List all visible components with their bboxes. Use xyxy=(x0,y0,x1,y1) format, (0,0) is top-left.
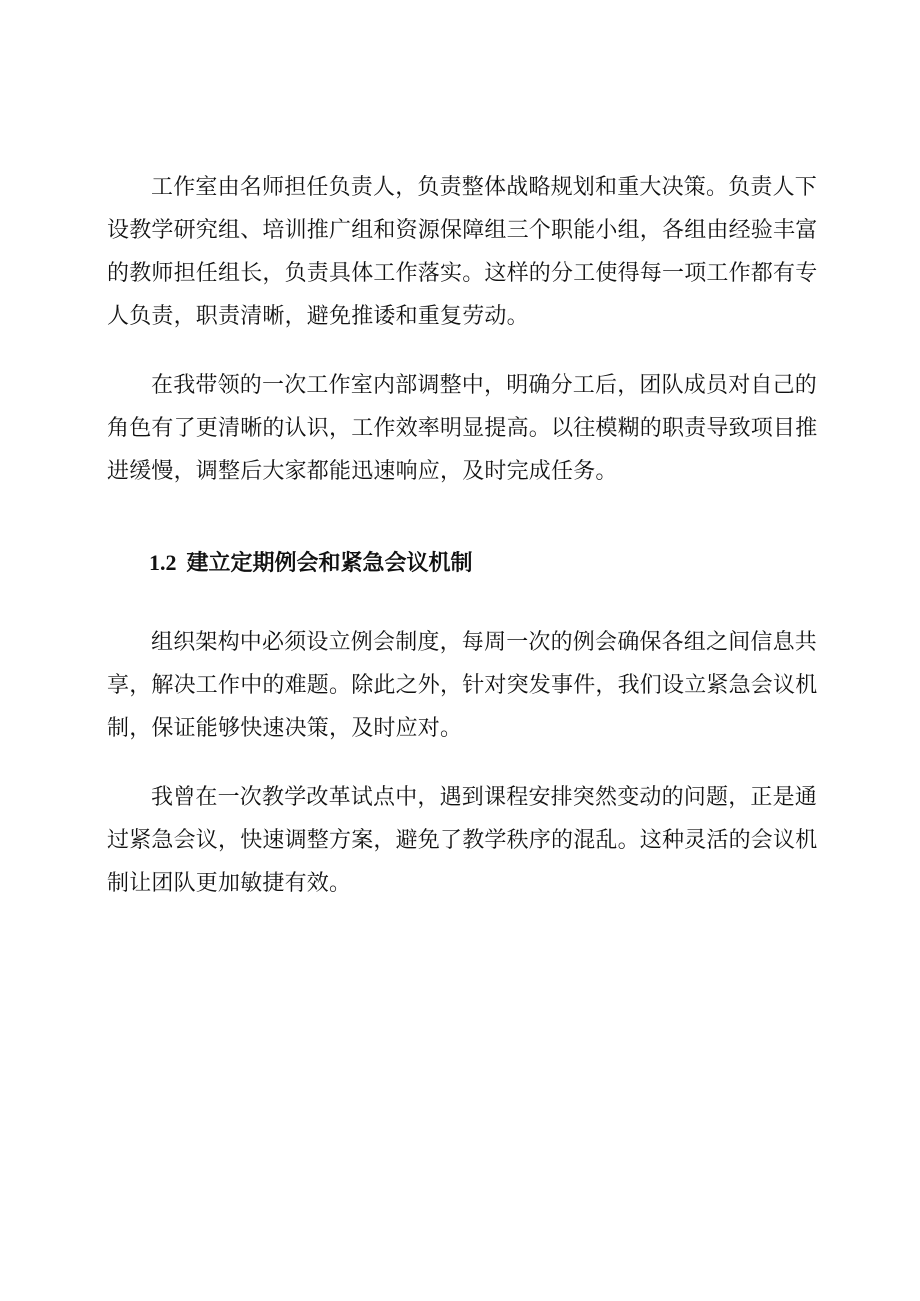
section-title: 建立定期例会和紧急会议机制 xyxy=(186,551,473,576)
document-body xyxy=(107,166,821,905)
paragraph: 我曾在一次教学改革试点中，遇到课程安排突然变动的问题，正是通过紧急会议，快速调整方案，避免了教学秩序的混乱。这种灵活的会议机制让团队更加敏捷有效。 xyxy=(107,785,818,896)
paragraph: 在我带领的一次工作室内部调整中，明确分工后，团队成员对自己的角色有了更清晰的认识，工作效率明显提高。以往模糊的职责导致项目推进缓慢，调整后大家都能迅速响应，及时完成任务。 xyxy=(107,373,818,484)
section-heading xyxy=(107,547,821,579)
paragraph: 工作室由名师担任负责人，负责整体战略规划和重大决策。负责人下设教学研究组、培训推广组和资源保障组三个职能小组，各组由经验丰富的教师担任组长，负责具体工作落实。这样的分工使得每一项工作都有专人负责，职责清晰，避免推诿和重复劳动。 xyxy=(107,175,818,329)
section-number: 1.2 xyxy=(149,550,177,575)
paragraph: 组织架构中必须设立例会制度，每周一次的例会确保各组之间信息共享，解决工作中的难题。除此之外，针对突发事件，我们设立紧急会议机制，保证能够快速决策，及时应对。 xyxy=(107,630,818,741)
